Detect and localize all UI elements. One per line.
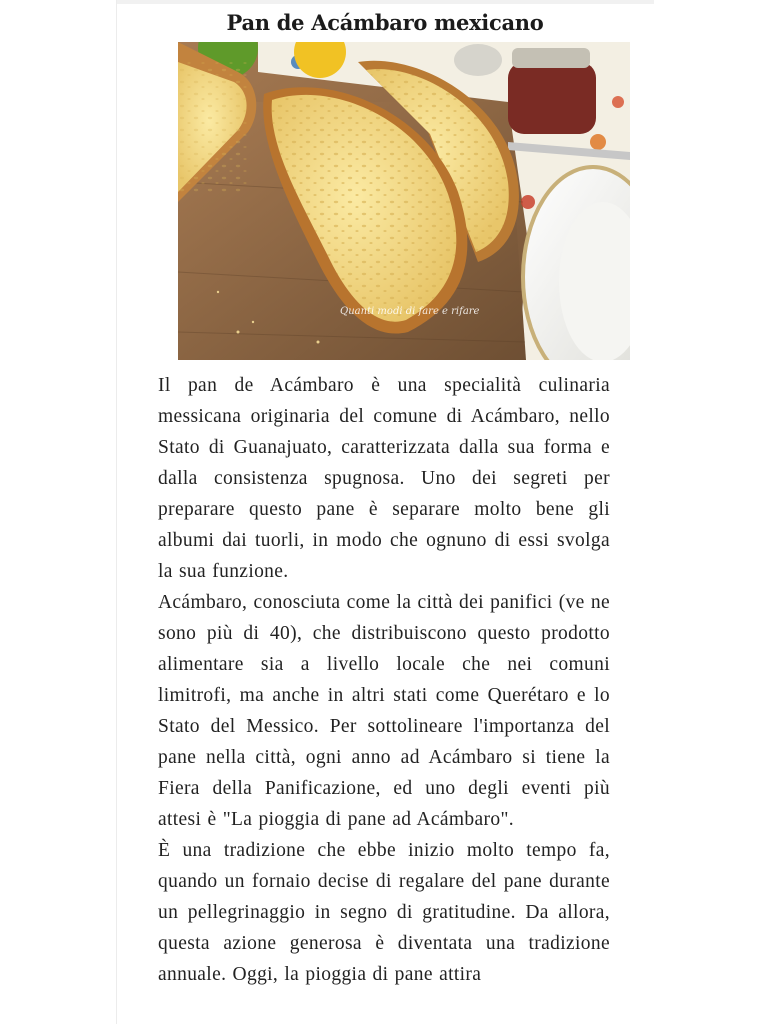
top-border bbox=[116, 0, 654, 4]
photo-watermark: Quanti modi di fare e rifare bbox=[340, 306, 480, 317]
left-divider bbox=[116, 0, 117, 1024]
article-paragraph: Acámbaro, conosciuta come la città dei panifici (ve ne sono più di 40), che distribuiscono questo prodotto alimentare sia a livello locale che nei comuni limitrofi, ma anche in altri stati come Querétaro e lo Stato del Messico. Per sottolineare l'importanza del pane nella città, ogni anno ad Acámbaro si tiene la Fiera della Panificazione, ed uno degli eventi più attesi è "La pioggia di pane ad Acámbaro". bbox=[158, 592, 610, 830]
bread-photo[interactable] bbox=[178, 42, 630, 360]
article-paragraph: È una tradizione che ebbe inizio molto tempo fa, quando un fornaio decise di regalare del pane durante un pellegrinaggio in segno di gratitudine. Da allora, questa azione generosa è diventata una tradizione annuale. Oggi, la pioggia di pane attira bbox=[158, 840, 610, 985]
article-title: Pan de Acámbaro mexicano bbox=[226, 10, 544, 35]
article-body bbox=[158, 370, 610, 990]
article-paragraph: Il pan de Acámbaro è una specialità culinaria messicana originaria del comune di Acámbaro, nello Stato di Guanajuato, caratterizzata dalla sua forma e dalla consistenza spugnosa. Uno dei segreti per preparare questo pane è separare molto bene gli albumi dai tuorli, in modo che ognuno di essi svolga la sua funzione. bbox=[158, 375, 610, 582]
